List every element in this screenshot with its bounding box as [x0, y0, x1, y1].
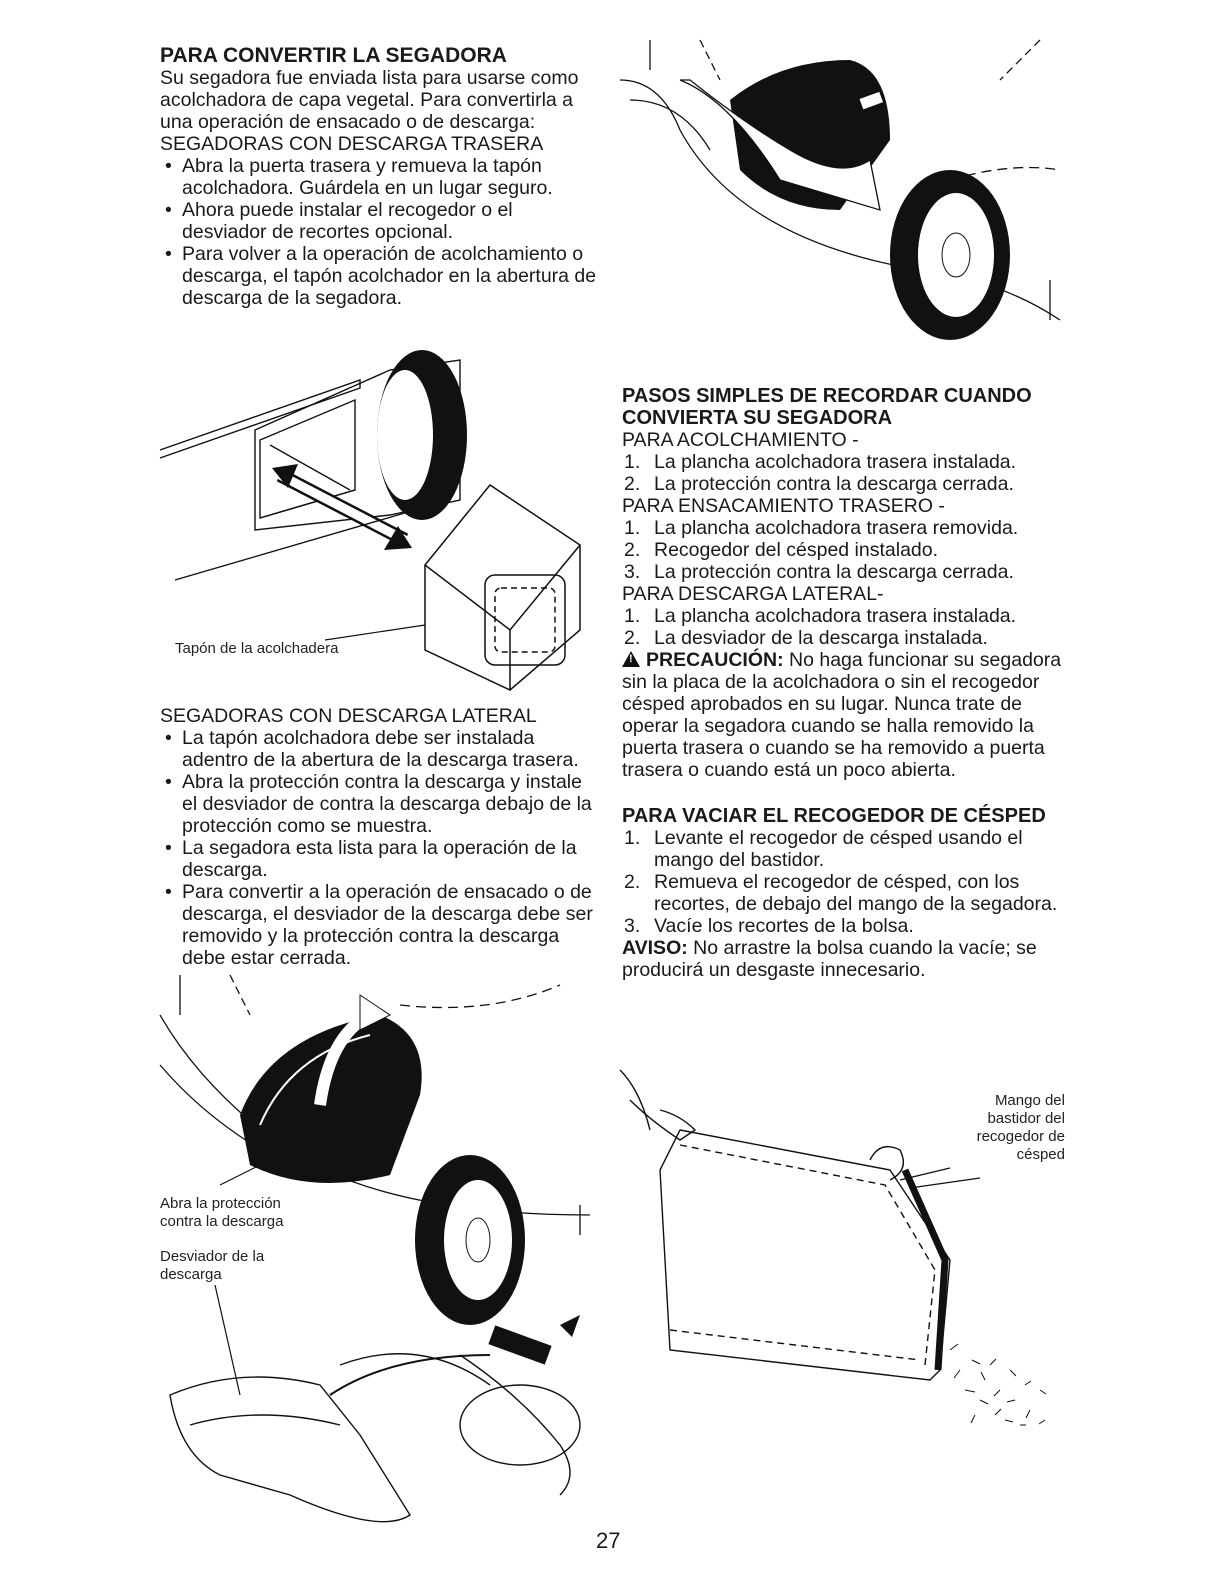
- list-item: 3. La protección contra la descarga cerrada.: [624, 561, 1014, 583]
- mulch-plug-caption: Tapón de la acolchadera: [175, 640, 339, 657]
- right-text: [622, 385, 1062, 981]
- empty-bag-title: PARA VACIAR EL RECOGEDOR DE CÉSPED: [622, 805, 1046, 827]
- convert-intro: Su segadora fue enviada lista para usarse como acolchadora de capa vegetal. Para convertirla a una operación de ensacado o de descarga:: [160, 67, 579, 133]
- list-item: • Para volver a la operación de acolchamiento o descarga, el tapón acolchador en la abertura de descarga de la segadora.: [160, 243, 600, 309]
- list-item: • Ahora puede instalar el recogedor o el desviador de recortes opcional.: [160, 199, 600, 243]
- grass-clippings: [950, 1344, 1046, 1425]
- side-discharge-heading: SEGADORAS CON DESCARGA LATERAL: [160, 705, 537, 727]
- left-mid-text: [160, 705, 600, 969]
- list-item: 2. La desviador de la descarga instalada.: [624, 627, 988, 649]
- list-item: 2. Recogedor del césped instalado.: [624, 539, 939, 561]
- group-heading: PARA DESCARGA LATERAL-: [622, 583, 884, 605]
- list-item: 1. Levante el recogedor de césped usando el mango del bastidor.: [624, 827, 1023, 871]
- list-item: • Para convertir a la operación de ensacado o de descarga, el desviador de la descarga debe ser removido y la protección contra la descarga debe estar cerrada.: [160, 881, 600, 969]
- deflector-caption: Desviador de la descarga: [160, 1248, 265, 1283]
- page-number: 27: [596, 1528, 621, 1553]
- mulching-list: [622, 451, 1062, 495]
- caution-text: No haga funcionar su segadora sin la placa de la acolchadora o sin el recogedor césped aprobados en su lugar. Nunca trate de operar la segadora cuando se halla removido la puerta trasera o cuando se ha removido a puerta trasera o cuando está un poco abierta.: [622, 649, 1062, 781]
- side-discharge-list: [160, 727, 600, 969]
- bag-handle-caption: Mango del bastidor del recogedor de césped: [976, 1092, 1065, 1163]
- list-item: • La segadora esta lista para la operación de la descarga.: [160, 837, 600, 881]
- rear-door-figure: [620, 40, 1060, 300]
- mulch-plug-figure: [160, 340, 600, 690]
- caution-paragraph: [622, 649, 1062, 781]
- convert-title: PARA CONVERTIR LA SEGADORA: [160, 44, 507, 67]
- list-item: 2. Remueva el recogedor de césped, con los recortes, de debajo del mango de la segadora.: [624, 871, 1058, 915]
- list-item: • La tapón acolchadora debe ser instalada adentro de la abertura de la descarga trasera.: [160, 727, 600, 771]
- list-item: • Abra la puerta trasera y remueva la tapón acolchadora. Guárdela en un lugar seguro.: [160, 155, 600, 199]
- caution-label: PRECAUCIÓN:: [646, 649, 784, 671]
- group-heading: PARA ENSACAMIENTO TRASERO -: [622, 495, 945, 517]
- rear-bagging-list: [622, 517, 1062, 583]
- steps-title: PASOS SIMPLES DE RECORDAR CUANDO CONVIERTA SU SEGADORA: [622, 385, 1032, 429]
- list-item: 2. La protección contra la descarga cerrada.: [624, 473, 1014, 495]
- notice-label: AVISO:: [622, 937, 688, 959]
- notice-paragraph: [622, 937, 1062, 981]
- rear-discharge-heading: SEGADORAS CON DESCARGA TRASERA: [160, 133, 544, 155]
- group-heading: PARA ACOLCHAMIENTO -: [622, 429, 859, 451]
- list-item: 3. Vacíe los recortes de la bolsa.: [624, 915, 914, 937]
- left-top-text: [160, 44, 600, 309]
- list-item: 1. La plancha acolchadora trasera removida.: [624, 517, 1019, 539]
- notice-text: No arrastre la bolsa cuando la vacíe; se producirá un desgaste innecesario.: [622, 937, 1037, 981]
- list-item: 1. La plancha acolchadora trasera instalada.: [624, 605, 1017, 627]
- warning-icon: [622, 651, 640, 667]
- open-guard-caption: Abra la protección contra la descarga: [160, 1195, 284, 1230]
- side-discharge-steps: [622, 605, 1062, 649]
- rear-discharge-list: [160, 155, 600, 309]
- list-item: • Abra la protección contra la descarga y instale el desviador de contra la descarga debajo de la protección como se muestra.: [160, 771, 600, 837]
- list-item: 1. La plancha acolchadora trasera instalada.: [624, 451, 1017, 473]
- empty-bag-steps: [622, 827, 1062, 937]
